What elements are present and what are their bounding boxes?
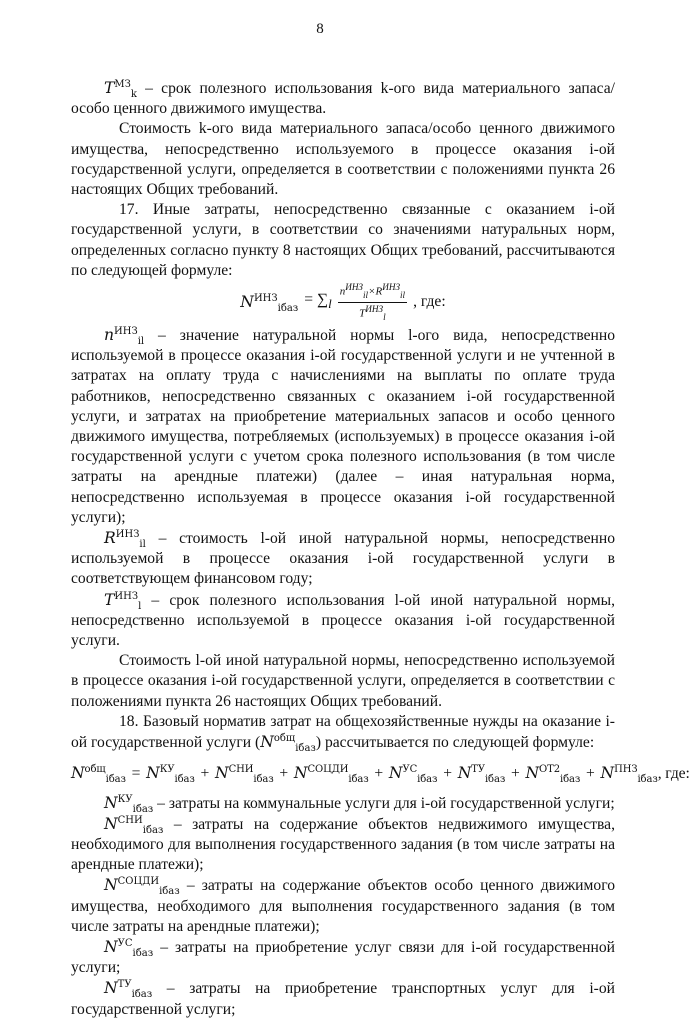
definition-socdi: $N^{СОЦДИ}_{iбаз}$ – затраты на содержание объектов особо ценного движимого имущества, необходимого для выполнения государственного задания (в том числе затраты на арендные платежи); xyxy=(71,876,615,935)
paragraph-18: 18. Базовый норматив затрат на общехозяйственные нужды на оказание i-ой государственной услуги $(N^{общ}_{iбаз})$ рассчитывается по следующей формуле: xyxy=(71,712,615,755)
document-body xyxy=(71,78,690,1020)
symbol-tk: $T^{МЗ}_k$ xyxy=(104,78,137,101)
formula-inz-lhs: $N^{ИНЗ}_{iбаз}$ xyxy=(240,292,299,315)
definition-tu: $N^{ТУ}_{iбаз}$ – затраты на приобретение транспортных услуг для i-ой государственной услуги; xyxy=(71,979,615,1018)
definition-sni: $N^{СНИ}_{iбаз}$ – затраты на содержание объектов недвижимого имущества, необходимого для выполнения государственного задания (в том числе затраты на арендные платежи); xyxy=(71,814,615,874)
page-number: 8 xyxy=(316,21,324,37)
symbol-n-inz: $n^{ИНЗ}_{il}$ xyxy=(104,325,145,348)
paragraph-tk-definition: $T^{МЗ}_k$ – срок полезного использования k-ого вида материального запаса/особо ценного движимого имущества. xyxy=(71,78,615,118)
paragraph-17: 17. Иные затраты, непосредственно связанные с оказанием i-ой государственной услуги, в соответствии со значениями натуральных норм, определенных согласно пункту 8 настоящих Общих требований, рассчитываются по следующей формуле: xyxy=(71,201,615,279)
definition-us: $N^{УС}_{iбаз}$ – затраты на приобретение услуг связи для i-ой государственной услуги; xyxy=(71,937,615,977)
paragraph-cost-natural: Стоимость l-ой иной натуральной нормы, непосредственно используемой в процессе оказания i-ой государственной услуги, определяется в соответствии с положениями пункта 26 настоящих Общих требований. xyxy=(71,652,615,710)
formula-inz-fraction: $\frac{n^{ИНЗ}_{il}\times R^{ИНЗ}_{il}}{T^{ИНЗ}_l}$ xyxy=(339,281,406,322)
definition-ku: $N^{КУ}_{iбаз}$ – затраты на коммунальные услуги для i-ой государственной услуги; xyxy=(104,793,615,815)
formula-obsh: $N^{общ}_{iбаз} = N^{КУ}_{iбаз} + N^{СНИ}_{iбаз} + N^{СОЦДИ}_{iбаз} + N^{УС}_{iбаз} + N^{ТУ}_{iбаз} + N^{ОТ2}_{iбаз} + N^{ПНЗ}_{iбаз}$, где: xyxy=(71,764,690,786)
paragraph-n-definition: $n^{ИНЗ}_{il}$ – значение натуральной нормы l-ого вида, непосредственно используемой в процессе оказания i-ой государственной услуги и не учтенной в затратах на оплату труда с начислениями на выплаты по оплате труда работников, непосредственно связанных с оказанием i-ой государственной услуги, и затратах на приобретение материальных запасов и особо ценного движимого имущества, потребляемых (используемых) в процессе оказания i-ой государственной услуги с учетом срока полезного использования (в том числе затраты на арендные платежи) (далее – иная натуральная норма, непосредственно используемая в процессе оказания i-ой государственной услуги); xyxy=(71,325,615,526)
formula-inz-tail: , где: xyxy=(413,292,446,310)
formula-inz-sum: = $\sum_l$ xyxy=(304,290,332,311)
symbol-r-inz: $R^{ИНЗ}_{il}$ xyxy=(104,528,146,551)
symbol-t-inz: $T^{ИНЗ}_l$ xyxy=(104,590,142,612)
paragraph-cost-material: Стоимость k-ого вида материального запаса/особо ценного движимого имущества, непосредственно используемого в процессе оказания i-ой государственной услуги, определяется в соответствии с положениями пункта 26 настоящих Общих требований. xyxy=(71,120,615,199)
paragraph-r-definition: $R^{ИНЗ}_{il}$ – стоимость l-ой иной натуральной нормы, непосредственно используемой в процессе оказания i-ой государственной услуги в соответствующем финансовом году; xyxy=(71,528,615,588)
formula-inz xyxy=(71,281,615,322)
symbol-n-obsh: $N^{общ}_{iбаз}$ xyxy=(260,732,316,755)
paragraph-t-definition: $T^{ИНЗ}_l$ – срок полезного использования l-ой иной натуральной нормы, непосредственно используемой в процессе оказания i-ой государственной услуги. xyxy=(71,590,615,650)
